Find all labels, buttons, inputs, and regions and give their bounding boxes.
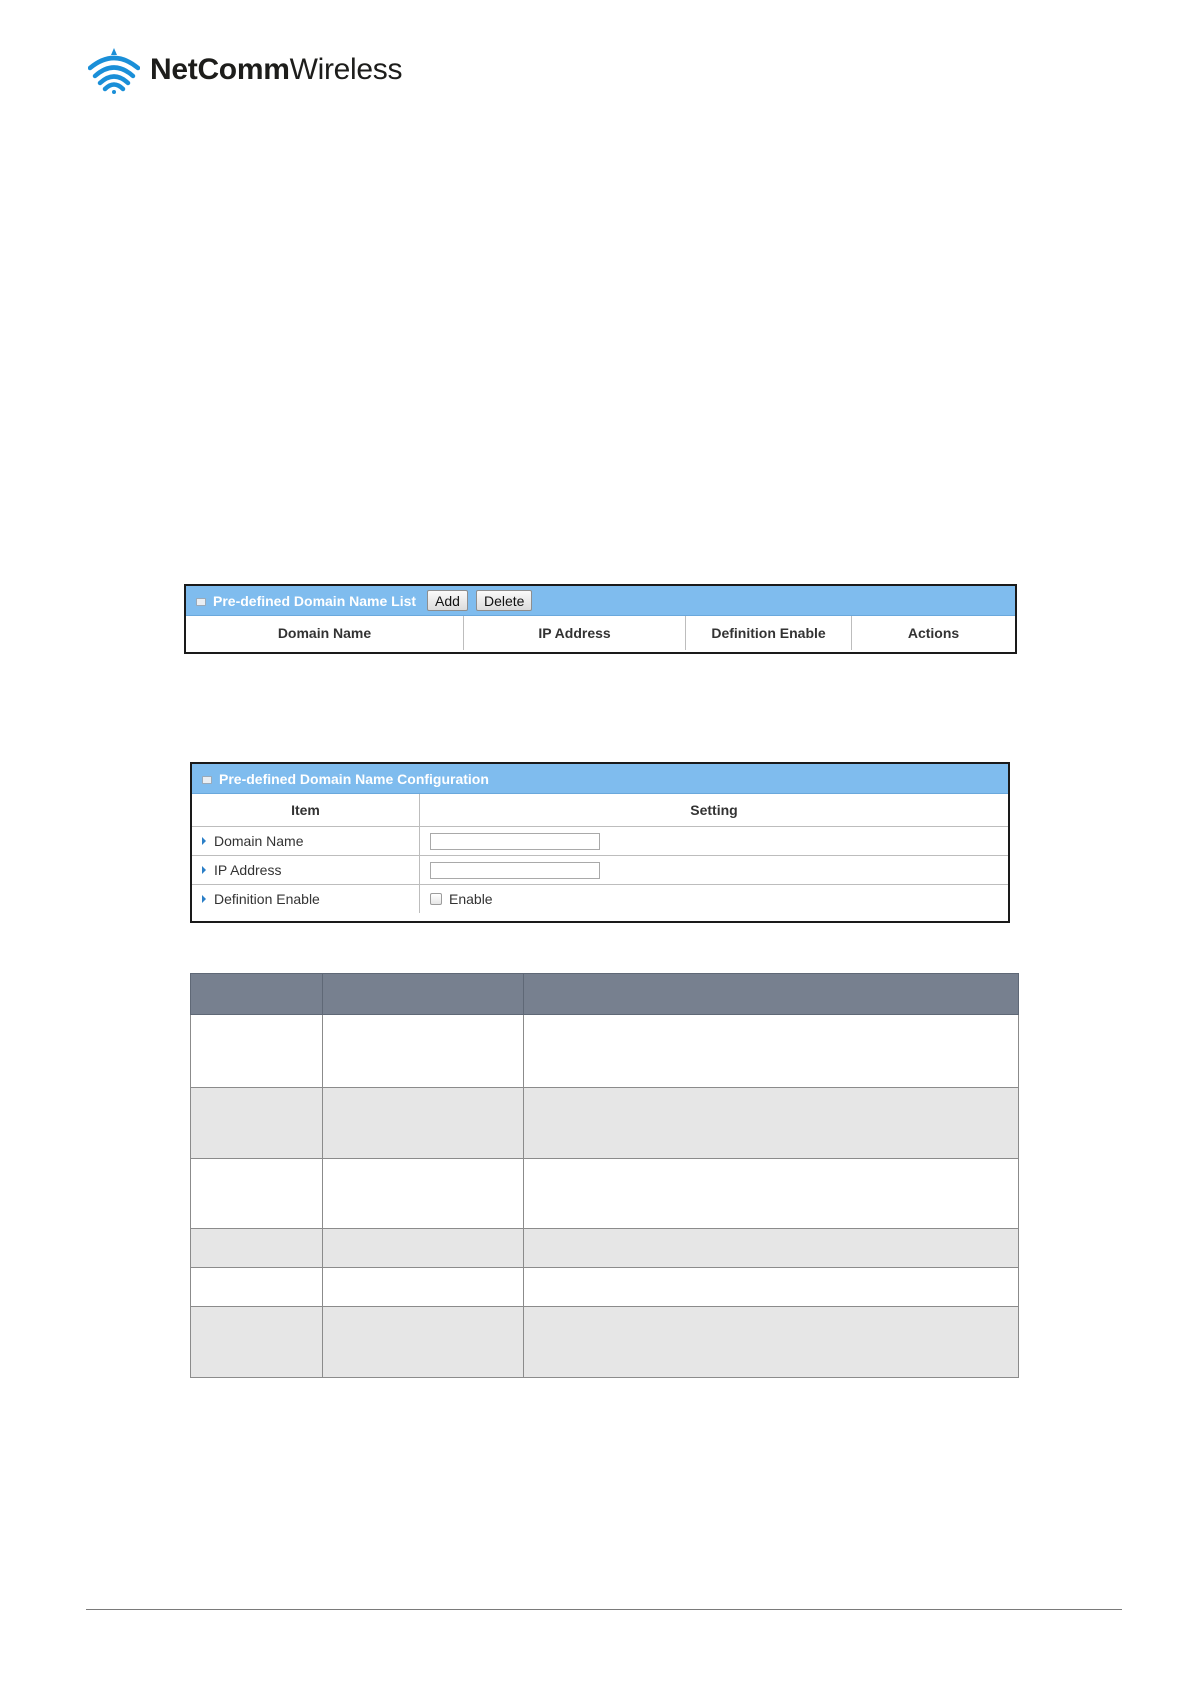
description-table-header	[191, 974, 1019, 1015]
panel-collapse-icon[interactable]	[202, 776, 212, 784]
column-setting: Setting	[690, 802, 738, 818]
table-cell	[191, 1307, 323, 1378]
column-ip-address: IP Address	[464, 616, 686, 650]
config-item	[192, 885, 420, 913]
table-cell	[191, 1159, 323, 1229]
panel-collapse-icon[interactable]	[196, 598, 206, 606]
table-cell	[524, 1268, 1019, 1307]
table-cell	[191, 1268, 323, 1307]
header-cell	[191, 974, 323, 1015]
footer-divider	[86, 1609, 1122, 1610]
header-cell	[524, 974, 1019, 1015]
config-item	[192, 856, 420, 884]
config-setting	[420, 856, 1008, 884]
logo-brand-light: Wireless	[289, 53, 403, 86]
config-column-header	[192, 794, 1008, 827]
add-button[interactable]: Add	[427, 590, 468, 611]
bullet-arrow-icon	[202, 866, 206, 874]
config-item-label: Definition Enable	[214, 891, 320, 907]
table-cell	[323, 1015, 524, 1088]
table-row	[191, 1159, 1019, 1229]
ip-address-input[interactable]	[430, 862, 600, 879]
config-row-ip-address	[192, 856, 1008, 885]
table-cell	[323, 1088, 524, 1159]
domain-config-header	[192, 764, 1008, 794]
domain-list-title: Pre-defined Domain Name List	[213, 592, 417, 609]
netcomm-logo	[88, 44, 402, 96]
table-cell	[524, 1307, 1019, 1378]
wifi-wave-logo-icon	[88, 46, 140, 94]
column-actions: Actions	[907, 625, 960, 641]
table-cell	[323, 1268, 524, 1307]
domain-config-panel	[190, 762, 1010, 923]
logo-brand-bold: NetComm	[150, 53, 290, 86]
domain-config-title: Pre-defined Domain Name Configuration	[219, 770, 489, 787]
config-item	[192, 827, 420, 855]
domain-name-input[interactable]	[430, 833, 600, 850]
description-table	[190, 973, 1019, 1378]
table-cell	[524, 1229, 1019, 1268]
table-cell	[524, 1088, 1019, 1159]
table-cell	[323, 1229, 524, 1268]
bullet-arrow-icon	[202, 895, 206, 903]
enable-checkbox-label: Enable	[449, 891, 493, 907]
column-definition-enable: Definition Enable	[686, 616, 852, 650]
config-item-label: Domain Name	[214, 833, 304, 849]
table-row	[191, 1307, 1019, 1378]
table-cell	[323, 1307, 524, 1378]
config-setting	[420, 885, 1008, 913]
table-cell	[191, 1015, 323, 1088]
domain-list-panel	[184, 584, 1017, 654]
column-item: Item	[192, 794, 420, 826]
delete-button[interactable]: Delete	[476, 590, 532, 611]
column-domain-name: Domain Name	[186, 616, 464, 650]
table-cell	[191, 1229, 323, 1268]
logo-wordmark	[150, 55, 402, 85]
config-row-definition-enable	[192, 885, 1008, 913]
table-row	[191, 1229, 1019, 1268]
config-item-label: IP Address	[214, 862, 282, 878]
table-row	[191, 1015, 1019, 1088]
table-cell	[323, 1159, 524, 1229]
config-row-domain-name	[192, 827, 1008, 856]
config-setting	[420, 827, 1008, 855]
domain-list-columns	[186, 616, 1015, 650]
enable-checkbox[interactable]	[430, 893, 442, 905]
table-row	[191, 1088, 1019, 1159]
table-row	[191, 1268, 1019, 1307]
bullet-arrow-icon	[202, 837, 206, 845]
table-cell	[191, 1088, 323, 1159]
header-cell	[323, 974, 524, 1015]
table-cell	[524, 1159, 1019, 1229]
table-cell	[524, 1015, 1019, 1088]
domain-list-header	[186, 586, 1015, 616]
